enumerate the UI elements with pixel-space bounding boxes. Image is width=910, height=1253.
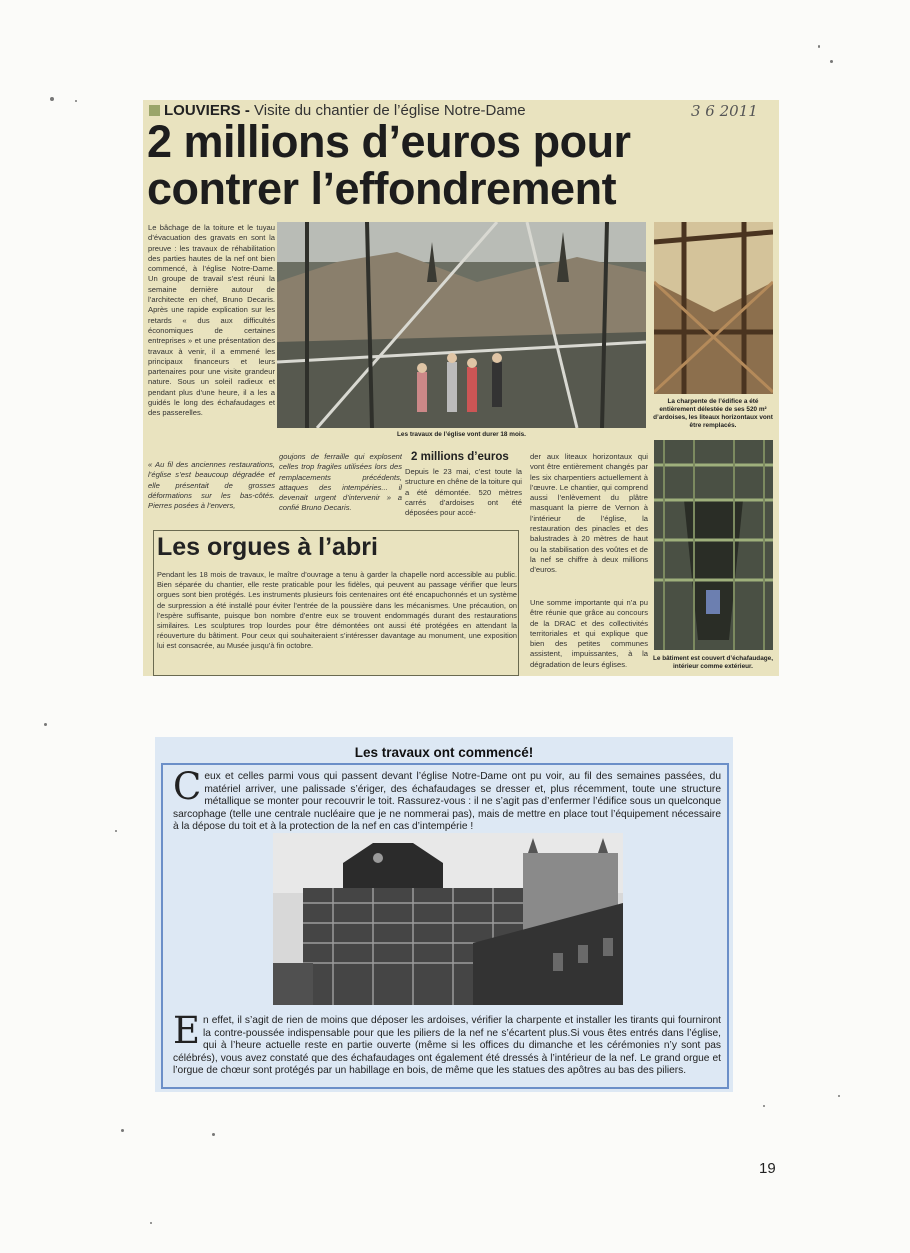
orgues-text: Pendant les 18 mois de travaux, le maître d’ouvrage a tenu à garder la chapelle nord accessible au public. Bien séparée du chantier, elle reste praticable pour les fidèles, qui peuvent au passage vérifier que leurs orgues sont bien protégés. Les instruments plusieurs fois centenaires ont été encapuchonnés et un système de surpression a été installé pour éviter l’entrée de la poussière dans les mécanismes. Une précaution, on l’espère suffisante, puisque bon nombre d’entre eux se trouvent endommagés durant des restaurations similaires. Les sculptures trop lourdes pour être démontées ont aussi été protégées en attendant la réouverture du bâtiment. Pour ceux qui souhaiteraient s’intéresser davantage au monument, une exposition lui est consacrée, au Musée jusqu’à fin octobre. bbox=[157, 570, 517, 651]
kicker-town: LOUVIERS - bbox=[164, 102, 250, 119]
subhead-millions: 2 millions d’euros bbox=[411, 451, 509, 463]
interior-illustration bbox=[654, 440, 773, 650]
column-4-text-2: Une somme importante qui n’a pu être réunie que grâce au concours de la DRAC et des collectivités territoriales et qui explique que bien des petites communes assistent, impuissantes, à la dégradation de leurs églises. bbox=[530, 598, 648, 669]
newspaper-clipping bbox=[143, 100, 779, 676]
column-2-text: goujons de ferraille qui explosent celles trop fragiles utilisées lors des remplacements précédents, attaques des intempéries... il devenait urgent d’intervenir » a confié Bruno Decaris. bbox=[279, 452, 402, 513]
scan-speck bbox=[212, 1133, 215, 1136]
scan-speck bbox=[818, 45, 820, 48]
headline-line-2: contrer l’effondrement bbox=[147, 163, 617, 214]
roof-photo-illustration bbox=[277, 222, 646, 428]
scan-speck bbox=[838, 1095, 840, 1097]
caption-charpente: La charpente de l’édifice a été entièrement délestée de ses 520 m² d’ardoises, les liteaux horizontaux vont être remplacés. bbox=[653, 398, 773, 429]
article-paragraph-1 bbox=[173, 765, 721, 834]
scan-speck bbox=[50, 97, 54, 101]
scan-speck bbox=[121, 1129, 124, 1132]
headline bbox=[147, 118, 631, 212]
article-title: Les travaux ont commencé! bbox=[354, 745, 534, 760]
column-1-quote bbox=[148, 460, 275, 528]
column-1-text: Le bâchage de la toiture et le tuyau d’évacuation des gravats en sont la preuve : les travaux de réhabilitation des parties hautes de la nef ont bien commencé, à l’église Notre-Dame. Un groupe de travail s’est réuni la semaine dernière autour de l’architecte en chef, Bruno Decaris. Après une rapide explication sur les retards « dus aux difficultés économiques de certaines entreprises » et une présentation des travaux à venir, il a emmené les principaux financeurs et leurs partenaires pour une visite grandeur nature. Sous un soleil radieux et pendant plus d’une heure, il a les a guidés le long des échafaudages et des passerelles. bbox=[148, 223, 275, 418]
article-frame bbox=[161, 763, 729, 1089]
scan-speck bbox=[150, 1222, 152, 1224]
church-exterior-photo bbox=[273, 833, 623, 1005]
drop-cap-e: E bbox=[173, 1009, 201, 1052]
column-4-text: der aux liteaux horizontaux qui vont être entièrement changés par les six charpentiers actuellement à l’œuvre. Le chantier, qui comprend aussi l’enlèvement du plâtre masquant la pierre de Vernon à l’intérieur de l’église, la restauration des pinacles et des balustrades à 20 mètres de haut ou la stabilisation des voûtes et de la nef se chiffre à deux millions d’euros. bbox=[530, 452, 648, 575]
drop-cap-c: C bbox=[173, 765, 202, 808]
scan-speck bbox=[115, 830, 117, 832]
paragraph-1-text: eux et celles parmi vous qui passent devant l’église Notre-Dame ont pu voir, au fil des semaines passées, du matériel arriver, une palissade s’ériger, des échafaudages se dresser et, plus récemment, toute une structure métallique se monter pour recouvrir le toit. Rassurez-vous : il ne s’agit pas d’enfermer l’édifice sous un quelconque sarcophage (telle une centrale nucléaire que je ne nommerai pas), mais de mettre en place tout l’équipement nécessaire à la dépose du toit et à la protection de la nef en cas d’intempérie ! bbox=[173, 771, 721, 833]
scan-speck bbox=[75, 100, 77, 102]
caption-main-photo: Les travaux de l’église vont durer 18 mois. bbox=[397, 431, 526, 438]
charpente-photo bbox=[654, 222, 773, 394]
charpente-illustration bbox=[654, 222, 773, 394]
article-paragraph-2 bbox=[173, 1009, 721, 1078]
caption-batiment: Le bâtiment est couvert d’échafaudage, intérieur comme extérieur. bbox=[652, 655, 774, 670]
kicker-text: Visite du chantier de l’église Notre-Dame bbox=[254, 102, 526, 119]
column-1 bbox=[148, 223, 275, 459]
headline-line-1: 2 millions d’euros pour bbox=[147, 116, 631, 167]
column-1-quote-text: « Au fil des anciennes restaurations, l’église s’est beaucoup dégradée et elle présentait de grosses déformations sur les bas-côtés. Pierres posées à l’envers, bbox=[148, 460, 275, 511]
paragraph-2-text: n effet, il s’agit de rien de moins que déposer les ardoises, vérifier la charpente et installer les tirants qui fourniront la contre-poussée indispensable pour que les piliers de la nef ne s’écartent plus.Si vous êtes entrés dans l’église, qui à l’heure actuelle reste en partie ouverte (même si les offices du dimanche et les cérémonies n’y sont pas célébrés), vous avez constaté que des échafaudages ont également été dressés à l’intérieur de la nef. Le grand orgue et l’orgue de chœur sont protégés par un habillage en bois, de même que les statues des apôtres au bas des piliers. bbox=[173, 1015, 721, 1077]
church-illustration bbox=[273, 833, 623, 1005]
scaffolding-roof-photo bbox=[277, 222, 646, 428]
column-4-continued bbox=[530, 598, 648, 676]
column-2 bbox=[279, 452, 402, 528]
column-3 bbox=[405, 467, 522, 527]
interior-scaffolding-photo bbox=[654, 440, 773, 650]
scan-speck bbox=[763, 1105, 765, 1107]
kicker-square-icon bbox=[149, 105, 160, 116]
column-4 bbox=[530, 452, 648, 592]
column-3-text: Depuis le 23 mai, c’est toute la structure en chêne de la toiture qui a été démontée. 520 mètres carrés d’ardoises ont été déposées pour accé- bbox=[405, 467, 522, 518]
scan-speck bbox=[830, 60, 833, 63]
orgues-title: Les orgues à l’abri bbox=[157, 533, 378, 561]
handwritten-date: 3 6 2011 bbox=[691, 102, 758, 120]
page-number: 19 bbox=[759, 1160, 776, 1177]
scan-speck bbox=[44, 723, 47, 726]
article-box bbox=[155, 737, 733, 1092]
